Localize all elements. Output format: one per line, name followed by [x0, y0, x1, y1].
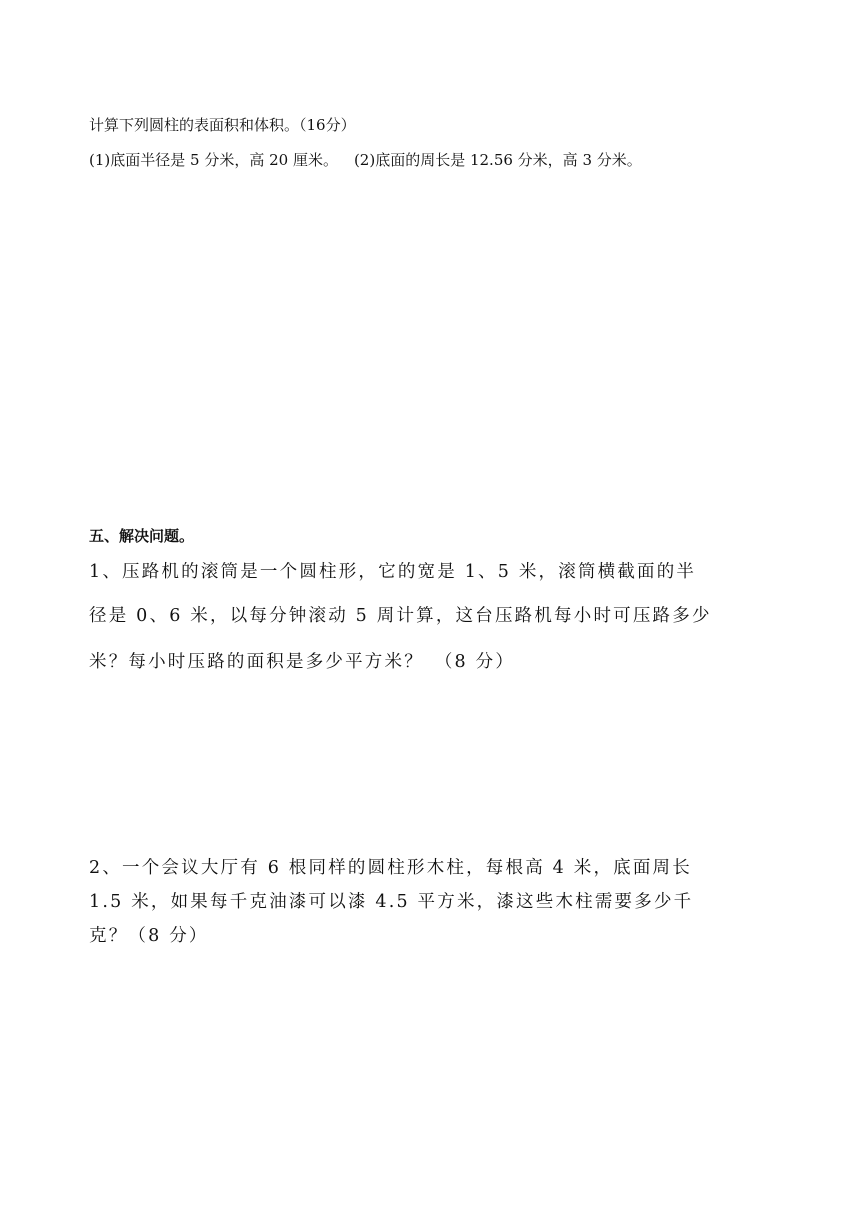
section4-item-1: (1)底面半径是 5 分米，高 20 厘米。 [89, 151, 338, 169]
problem1-line1: 1、压路机的滚筒是一个圆柱形，它的宽是 1、5 米，滚筒横截面的半 [89, 562, 697, 582]
section4-item-2: (2)底面的周长是 12.56 分米，高 3 分米。 [353, 151, 642, 169]
problem1-line3: 米？每小时压路的面积是多少平方米？ （8 分） [89, 652, 516, 672]
problem1-line2: 径是 0、6 米，以每分钟滚动 5 周计算，这台压路机每小时可压路多少 [89, 606, 712, 626]
section4-instruction: 计算下列圆柱的表面积和体积。（16分） [89, 116, 356, 134]
section5-heading: 五、解决问题。 [89, 527, 195, 545]
problem2-line3: 克？（8 分） [89, 926, 209, 946]
problem2-line1: 2、一个会议大厅有 6 根同样的圆柱形木柱，每根高 4 米，底面周长 [89, 858, 692, 878]
section4-items [89, 150, 642, 170]
problem2-line2: 1.5 米，如果每千克油漆可以漆 4.5 平方米，漆这些木柱需要多少千 [89, 892, 694, 912]
